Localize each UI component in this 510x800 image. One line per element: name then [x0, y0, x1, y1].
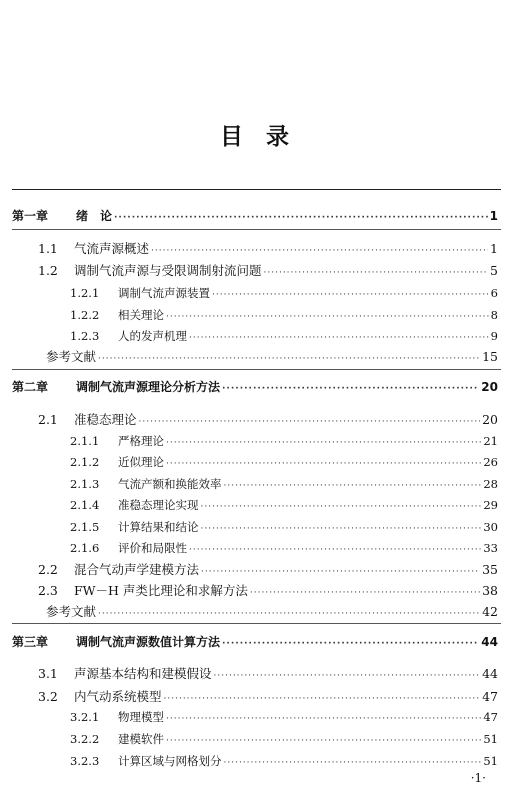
entry-title: 内气动系统模型: [74, 689, 162, 704]
entry-title: 声源基本结构和建模假设: [74, 666, 212, 681]
entry-page-number: 30: [483, 520, 498, 534]
toc-references-entry[interactable]: [46, 348, 498, 366]
dot-leader: [222, 635, 479, 653]
entry-number: 3.1: [38, 666, 58, 681]
toc-subsection-entry[interactable]: [70, 730, 498, 748]
entry-number: 2.1.6: [70, 541, 100, 555]
entry-title: 参考文献: [46, 349, 97, 364]
dot-leader: [264, 264, 489, 282]
entry-number: 2.3: [38, 583, 58, 598]
toc-subsection-entry[interactable]: [70, 432, 498, 450]
entry-page-number: 15: [482, 349, 498, 364]
entry-number: 2.1.1: [70, 434, 100, 448]
entry-title: 气流产额和换能效率: [118, 477, 222, 491]
toc-subsection-entry[interactable]: [70, 306, 498, 324]
toc-title: [0, 118, 510, 151]
entry-title: 气流声源概述: [74, 241, 150, 256]
entry-title: 参考文献: [46, 604, 97, 619]
dot-leader: [201, 498, 482, 516]
dot-leader: [139, 413, 481, 431]
entry-title: 物理模型: [118, 710, 164, 724]
entry-page-number: 1: [489, 209, 498, 223]
dot-leader: [201, 563, 480, 581]
entry-title: 准稳态理论: [74, 412, 137, 427]
toc-section-entry[interactable]: [38, 665, 498, 683]
entry-page-number: 44: [481, 635, 498, 649]
entry-number: 2.2: [38, 562, 58, 577]
dot-leader: [224, 754, 482, 772]
entry-title: 相关理论: [118, 308, 164, 322]
toc-section-entry[interactable]: [38, 561, 498, 579]
entry-title: 绪 论: [76, 209, 113, 223]
entry-number: 3.2.3: [70, 754, 100, 768]
dot-leader: [166, 308, 489, 326]
entry-page-number: 20: [481, 380, 498, 394]
entry-number: 2.1.5: [70, 520, 100, 534]
dot-leader: [224, 477, 482, 495]
toc-chapter-entry[interactable]: [12, 207, 498, 225]
dot-leader: [212, 286, 489, 304]
toc-subsection-entry[interactable]: [70, 539, 498, 557]
entry-number: 1.2.2: [70, 308, 100, 322]
entry-title: 准稳态理论实现: [118, 498, 199, 512]
entry-number: 1.1: [38, 241, 58, 256]
toc-section-entry[interactable]: [38, 411, 498, 429]
entry-title: 混合气动声学建模方法: [74, 562, 200, 577]
entry-title: 调制气流声源装置: [118, 286, 210, 300]
toc-subsection-entry[interactable]: [70, 475, 498, 493]
dot-leader: [189, 541, 481, 559]
entry-title: 评价和局限性: [118, 541, 187, 555]
toc-subsection-entry[interactable]: [70, 496, 498, 514]
entry-page-number: 8: [490, 308, 498, 322]
entry-number: 3.2: [38, 689, 58, 704]
dot-leader: [164, 690, 481, 708]
entry-title: 近似理论: [118, 455, 164, 469]
toc-section-entry[interactable]: [38, 240, 498, 258]
entry-number: 1.2.1: [70, 286, 100, 300]
dot-leader: [201, 520, 482, 538]
entry-page-number: 51: [483, 754, 498, 768]
entry-number: 第二章: [12, 380, 49, 394]
toc-subsection-entry[interactable]: [70, 752, 498, 770]
entry-title: 调制气流声源与受限调制射流问题: [74, 263, 262, 278]
dot-leader: [189, 329, 489, 347]
toc-subsection-entry[interactable]: [70, 327, 498, 345]
toc-references-entry[interactable]: [46, 603, 498, 621]
dot-leader: [166, 455, 481, 473]
entry-page-number: 5: [490, 263, 498, 278]
entry-number: 2.1.3: [70, 477, 100, 491]
entry-page-number: 20: [482, 412, 498, 427]
entry-page-number: 28: [483, 477, 498, 491]
toc-chapter-entry[interactable]: [12, 633, 498, 651]
entry-title: 调制气流声源理论分析方法: [76, 380, 221, 394]
entry-page-number: 1: [490, 241, 498, 256]
entry-title: 调制气流声源数值计算方法: [76, 635, 221, 649]
dot-leader: [166, 710, 481, 728]
toc-subsection-entry[interactable]: [70, 708, 498, 726]
entry-number: 1.2.3: [70, 329, 100, 343]
dot-leader: [114, 209, 488, 227]
dot-leader: [98, 605, 480, 623]
chapter-divider: [12, 229, 501, 230]
top-rule: [12, 189, 501, 190]
entry-number: 3.2.2: [70, 732, 100, 746]
dot-leader: [214, 667, 481, 685]
entry-title: 人的发声机理: [118, 329, 187, 343]
entry-page-number: 44: [482, 666, 498, 681]
toc-chapter-entry[interactable]: [12, 378, 498, 396]
entry-number: 2.1: [38, 412, 58, 427]
entry-number: 2.1.4: [70, 498, 100, 512]
entry-number: 第一章: [12, 209, 49, 223]
toc-section-entry[interactable]: [38, 262, 498, 280]
entry-number: 1.2: [38, 263, 58, 278]
toc-section-entry[interactable]: [38, 688, 498, 706]
entry-number: 3.2.1: [70, 710, 100, 724]
dot-leader: [222, 380, 479, 398]
entry-page-number: 9: [490, 329, 498, 343]
dot-leader: [166, 434, 481, 452]
entry-page-number: 42: [482, 604, 498, 619]
page-number: ·1·: [470, 771, 486, 785]
entry-page-number: 47: [482, 689, 498, 704]
entry-page-number: 6: [490, 286, 498, 300]
toc-subsection-entry[interactable]: [70, 453, 498, 471]
toc-section-entry[interactable]: [38, 582, 498, 600]
entry-page-number: 51: [483, 732, 498, 746]
entry-page-number: 26: [483, 455, 498, 469]
chapter-divider: [12, 623, 501, 624]
entry-number: 2.1.2: [70, 455, 100, 469]
entry-page-number: 47: [483, 710, 498, 724]
toc-subsection-entry[interactable]: [70, 518, 498, 536]
entry-page-number: 35: [482, 562, 498, 577]
dot-leader: [250, 584, 480, 602]
chapter-divider: [12, 369, 501, 370]
entry-title: 建模软件: [118, 732, 164, 746]
toc-subsection-entry[interactable]: [70, 284, 498, 302]
entry-page-number: 21: [483, 434, 498, 448]
entry-title: 计算结果和结论: [118, 520, 199, 534]
entry-number: 第三章: [12, 635, 49, 649]
entry-title: 计算区域与网格划分: [118, 754, 222, 768]
dot-leader: [151, 242, 488, 260]
entry-page-number: 33: [483, 541, 498, 555]
title-char-1: 目: [220, 124, 244, 150]
dot-leader: [98, 350, 480, 368]
title-char-2: 录: [266, 124, 290, 150]
dot-leader: [166, 732, 481, 750]
entry-title: FW－H 声类比理论和求解方法: [74, 583, 248, 598]
entry-page-number: 38: [482, 583, 498, 598]
entry-page-number: 29: [483, 498, 498, 512]
entry-title: 严格理论: [118, 434, 164, 448]
